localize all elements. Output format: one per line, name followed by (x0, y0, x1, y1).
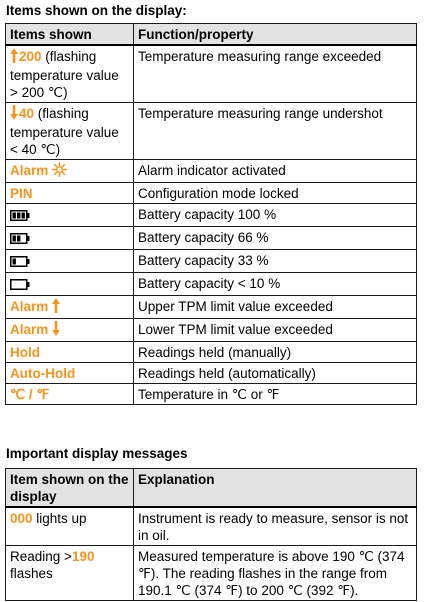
arrow-up-icon (52, 298, 60, 317)
value-190: 190 (71, 549, 95, 564)
item-cell (6, 319, 134, 342)
item-cell (6, 342, 134, 363)
table-row (6, 319, 417, 342)
display-items-table (5, 23, 417, 405)
table-row (6, 227, 417, 250)
alarm-label: Alarm (10, 322, 49, 337)
item-cell (6, 204, 134, 227)
item-prefix: Reading > (10, 549, 72, 564)
hold-label: Hold (10, 345, 40, 360)
item-cell (6, 384, 134, 405)
function-cell: Battery capacity < 10 % (134, 273, 417, 296)
table-row (6, 363, 417, 384)
item-cell (6, 250, 134, 273)
table-header (6, 24, 417, 46)
table-row (6, 384, 417, 405)
table-row (6, 204, 417, 227)
header-item-shown: Item shown on the display (6, 469, 134, 508)
function-cell: Upper TPM limit value exceeded (134, 296, 417, 319)
item-cell (6, 227, 134, 250)
item-description: (flashing temperature value < 40 ℃) (10, 106, 119, 157)
explanation-cell: Instrument is ready to measure, sensor is not in oil. (134, 507, 417, 546)
function-cell: Temperature measuring range exceeded (134, 45, 417, 103)
explanation-cell: Measured temperature is above 190 ℃ (374 ℉). The reading flashes in the range from 190.1 ℃ (374 ℉) to 200 ℃ (392 ℉). (134, 546, 417, 601)
arrow-down-icon (52, 321, 60, 340)
function-cell: Alarm indicator activated (134, 160, 417, 183)
table-row (6, 273, 417, 296)
function-cell: Temperature measuring range undershot (134, 103, 417, 160)
table-row (6, 45, 417, 103)
item-description: flashes (10, 566, 53, 581)
function-cell: Readings held (manually) (134, 342, 417, 363)
table-row (6, 160, 417, 183)
pin-label: PIN (10, 186, 33, 201)
function-cell: Battery capacity 100 % (134, 204, 417, 227)
unit-fahrenheit: ℉ (36, 387, 50, 402)
battery-10-icon (10, 277, 30, 294)
item-cell (6, 546, 134, 601)
item-description: (flashing temperature value > 200 ℃) (10, 49, 119, 100)
item-cell (6, 507, 134, 546)
item-cell (6, 363, 134, 384)
item-cell (6, 160, 134, 183)
function-cell: Readings held (automatically) (134, 363, 417, 384)
arrow-up-icon (10, 48, 18, 67)
table-row (6, 250, 417, 273)
value-000: 000 (10, 511, 33, 526)
table-row (6, 296, 417, 319)
item-cell (6, 273, 134, 296)
item-cell (6, 296, 134, 319)
table-row (6, 342, 417, 363)
battery-33-icon (10, 254, 30, 271)
unit-celsius: ℃ (10, 387, 26, 402)
table-row (6, 183, 417, 204)
alarm-label: Alarm (10, 299, 49, 314)
header-function: Function/property (134, 24, 417, 46)
section1-title: Items shown on the display: (6, 3, 187, 18)
function-cell: Battery capacity 66 % (134, 227, 417, 250)
auto-hold-label: Auto-Hold (10, 366, 76, 381)
unit-separator: / (25, 387, 37, 402)
function-cell: Lower TPM limit value exceeded (134, 319, 417, 342)
alarm-sun-icon (52, 162, 67, 181)
function-cell: Configuration mode locked (134, 183, 417, 204)
table-row (6, 103, 417, 160)
display-messages-table (5, 468, 417, 601)
battery-100-icon (10, 208, 30, 225)
function-cell: Battery capacity 33 % (134, 250, 417, 273)
function-cell: Temperature in ℃ or ℉ (134, 384, 417, 405)
section2-title: Important display messages (6, 446, 188, 461)
item-cell (6, 45, 134, 103)
value-200: 200 (19, 49, 42, 64)
table-row (6, 546, 417, 601)
item-description: lights up (32, 511, 87, 526)
battery-66-icon (10, 231, 30, 248)
table-header (6, 469, 417, 508)
header-explanation: Explanation (134, 469, 417, 508)
header-items-shown: Items shown (6, 24, 134, 46)
alarm-label: Alarm (10, 163, 49, 178)
item-cell (6, 103, 134, 160)
table-row (6, 507, 417, 546)
item-cell (6, 183, 134, 204)
value-40: 40 (19, 106, 35, 121)
arrow-down-icon (10, 105, 18, 124)
